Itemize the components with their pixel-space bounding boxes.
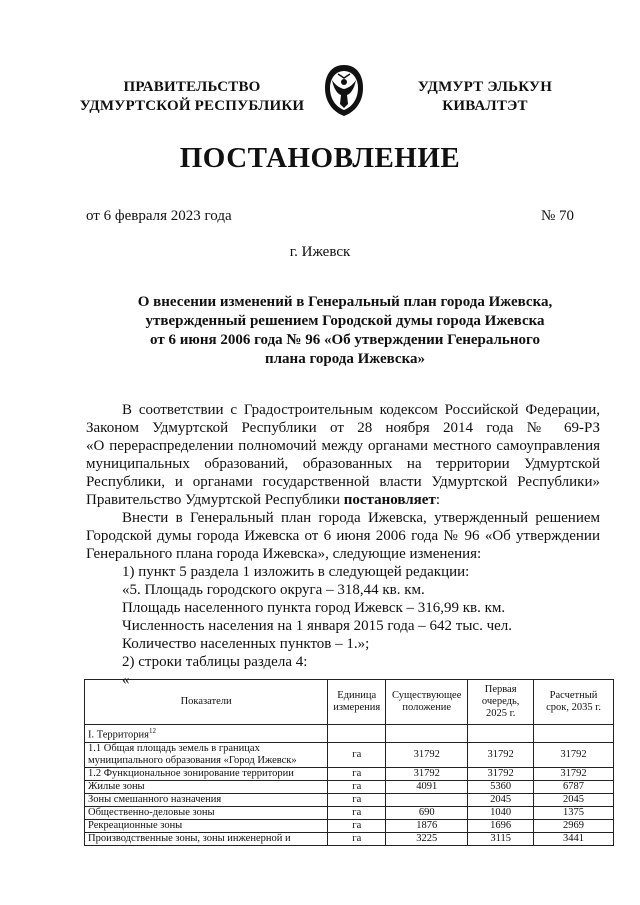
government-name-udm-line2: КИВАЛТЭТ (442, 98, 528, 114)
table-header-row (85, 680, 614, 725)
col-header-indicator: Показатели (85, 680, 328, 725)
body-line: Количество населенных пунктов – 1.»; (122, 636, 370, 652)
body-line: Городской думы города Ижевска от 6 июня 2006 года № 96 «Об утверждении (86, 528, 600, 544)
table-row (85, 767, 614, 780)
cell-unit: га (328, 832, 386, 845)
body-line: муниципальных образований, образованных на территории Удмуртской (86, 456, 600, 472)
body-text: Правительство Удмуртской Республики (86, 492, 340, 508)
cell-first-stage: 31792 (468, 767, 534, 780)
body-line: «5. Площадь городского округа – 318,44 кв. км. (122, 582, 425, 598)
table-row (85, 793, 614, 806)
cell-first-stage: 3115 (468, 832, 534, 845)
cell-indicator: Зоны смешанного назначения (85, 793, 328, 806)
cell-unit: га (328, 806, 386, 819)
cell-unit: га (328, 742, 386, 767)
cell-existing: 690 (386, 806, 468, 819)
government-name-ru (72, 78, 312, 116)
table-row (85, 832, 614, 845)
cell-existing (386, 793, 468, 806)
subject-line: от 6 июня 2006 года № 96 «Об утверждении Генерального (150, 332, 540, 348)
government-name-udm (390, 78, 580, 116)
cell-indicator: Производственные зоны, зоны инженерной и (85, 832, 328, 845)
cell-indicator: Общественно-деловые зоны (85, 806, 328, 819)
cell-first-stage: 2045 (468, 793, 534, 806)
cell-estimated: 6787 (534, 780, 614, 793)
subject-line: утвержденный решением Городской думы города Ижевска (145, 313, 545, 329)
footnote-ref: 12 (148, 727, 156, 735)
table-section-title (85, 725, 328, 743)
cell-first-stage: 1696 (468, 819, 534, 832)
resolution-keyword: постановляет (343, 492, 436, 508)
cell-unit: га (328, 793, 386, 806)
cell-first-stage: 5360 (468, 780, 534, 793)
document-number: № 70 (540, 208, 574, 224)
cell-first-stage: 31792 (468, 742, 534, 767)
body-line: 2) строки таблицы раздела 4: (122, 654, 308, 670)
cell-indicator: 1.2 Функциональное зонирование территории (85, 767, 328, 780)
cell-estimated: 31792 (534, 767, 614, 780)
col-header-unit: Единица измерения (328, 680, 386, 725)
document-city: г. Ижевск (289, 244, 351, 260)
subject-line: плана города Ижевска» (265, 351, 425, 367)
cell-indicator: Жилые зоны (85, 780, 328, 793)
cell-existing: 31792 (386, 742, 468, 767)
body-line: Республики, и органами государственной власти Удмуртской Республики» (86, 474, 600, 490)
table-section-row (85, 725, 614, 743)
cell-estimated: 2969 (534, 819, 614, 832)
cell-estimated: 2045 (534, 793, 614, 806)
body-line: «О перераспределении полномочий между органами местного самоуправления (86, 438, 600, 454)
body-line: В соответствии с Градостроительным кодексом Российской Федерации, (122, 402, 600, 418)
body-line: Площадь населенного пункта город Ижевск – 316,99 кв. км. (122, 600, 506, 616)
table-row (85, 806, 614, 819)
col-header-first-stage: Первая очередь, 2025 г. (468, 680, 534, 725)
col-header-existing: Существующее положение (386, 680, 468, 725)
cell-existing: 31792 (386, 767, 468, 780)
cell-estimated: 1375 (534, 806, 614, 819)
section-label: I. Территория (88, 729, 149, 741)
cell-indicator: Рекреационные зоны (85, 819, 328, 832)
cell-existing: 1876 (386, 819, 468, 832)
government-name-ru-line1: ПРАВИТЕЛЬСТВО (123, 79, 261, 95)
body-text: : (435, 492, 440, 508)
document-date: от 6 февраля 2023 года (86, 208, 232, 224)
document-subject (110, 293, 580, 369)
body-line: Законом Удмуртской Республики от 28 ноября 2014 года № 69-РЗ (86, 420, 600, 436)
subject-line: О внесении изменений в Генеральный план города Ижевска, (137, 294, 553, 310)
territory-table (84, 679, 614, 846)
table-row (85, 819, 614, 832)
document-title: ПОСТАНОВЛЕНИЕ (179, 142, 461, 174)
col-header-estimated: Расчетный срок, 2035 г. (534, 680, 614, 725)
cell-first-stage: 1040 (468, 806, 534, 819)
cell-existing: 4091 (386, 780, 468, 793)
cell-existing: 3225 (386, 832, 468, 845)
cell-indicator: 1.1 Общая площадь земель в границах муниципального образования «Город Ижевск» (85, 742, 328, 767)
cell-estimated: 3441 (534, 832, 614, 845)
government-name-udm-line1: УДМУРТ ЭЛЬКУН (417, 79, 553, 95)
body-line (86, 491, 600, 509)
cell-estimated: 31792 (534, 742, 614, 767)
cell-unit: га (328, 767, 386, 780)
table-row (85, 742, 614, 767)
udmurt-coat-of-arms-icon (318, 62, 370, 118)
body-line: Генерального плана города Ижевска», следующие изменения: (86, 546, 482, 562)
body-line: Численность населения на 1 января 2015 года – 642 тыс. чел. (122, 618, 513, 634)
table-row (85, 780, 614, 793)
body-line: Внести в Генеральный план города Ижевска, утвержденный решением (122, 510, 600, 526)
government-name-ru-line2: УДМУРТСКОЙ РЕСПУБЛИКИ (79, 98, 305, 114)
cell-unit: га (328, 780, 386, 793)
cell-unit: га (328, 819, 386, 832)
open-quote: « (122, 672, 130, 688)
body-line: 1) пункт 5 раздела 1 изложить в следующей редакции: (122, 564, 470, 580)
